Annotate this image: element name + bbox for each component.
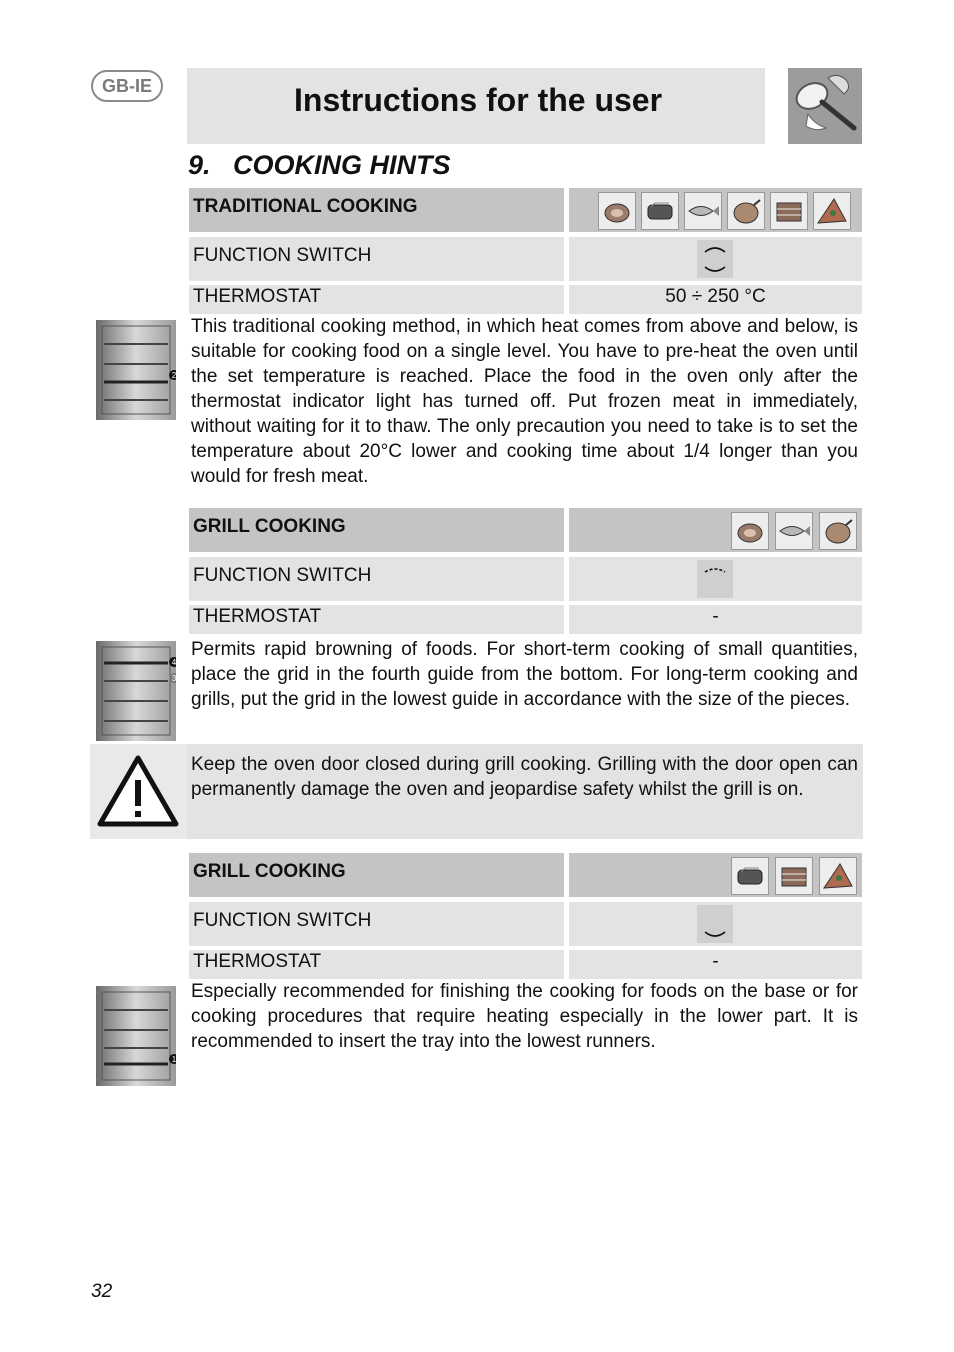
- poultry-icon: [819, 512, 857, 550]
- top-bottom-heat-icon: [697, 240, 733, 278]
- grill-description: Permits rapid browning of foods. For short-term cooking of small quantities, place the grid in the fourth guide from the bottom. For long-term cooking and grills, put the grid in the lowest guide in accordance with the size of the pieces.: [191, 639, 858, 710]
- shelf-number: 1: [171, 1055, 176, 1064]
- thermostat-value: -: [569, 605, 862, 634]
- grill-bottom-description: Especially recommended for finishing the cooking for foods on the base or for cooking procedures that require heating especially in the lower part. It is recommended to insert the tray into the lowest runners.: [191, 981, 858, 1052]
- page-number: 32: [91, 1281, 113, 1302]
- grill-table-title: GRILL COOKING: [189, 853, 564, 897]
- oven-shelf-diagram: [96, 986, 176, 1091]
- function-switch-cell: [569, 237, 862, 281]
- cake-icon: [775, 857, 813, 895]
- title-band: [187, 68, 765, 144]
- thermostat-label: THERMOSTAT: [189, 950, 564, 979]
- oven-shelf-diagram: [96, 641, 176, 746]
- grill-icon: [697, 560, 733, 598]
- pizza-icon: [819, 857, 857, 895]
- page-title: Instructions for the user: [294, 82, 663, 118]
- chef-spoon-logo-icon: [788, 68, 862, 144]
- roast-icon: [598, 192, 636, 230]
- traditional-table-title: TRADITIONAL COOKING: [189, 188, 564, 232]
- shelf-number: 4: [171, 658, 176, 667]
- thermostat-label: THERMOSTAT: [189, 285, 564, 314]
- function-switch-label: FUNCTION SWITCH: [189, 237, 564, 281]
- function-switch-cell: [569, 557, 862, 601]
- fish-icon: [684, 192, 722, 230]
- poultry-icon: [727, 192, 765, 230]
- bread-icon: [641, 192, 679, 230]
- grill-table-title: GRILL COOKING: [189, 508, 564, 552]
- function-switch-cell: [569, 902, 862, 946]
- fish-icon: [775, 512, 813, 550]
- shelf-number: 3: [171, 674, 176, 683]
- traditional-description: This traditional cooking method, in which heat comes from above and below, is suitable for cooking food on a single level. You have to pre-heat the oven until the set temperature is reached. Place the food in the oven only after the thermostat indicator light has turned off. Put frozen meat in immediately, without waiting for it to thaw. The only precaution you need to take is to set the temperature about 20°C lower and cooking time about 1/4 longer than you would for fresh meat.: [191, 316, 858, 487]
- warning-triangle-icon: [90, 744, 187, 839]
- cake-icon: [770, 192, 808, 230]
- pizza-icon: [813, 192, 851, 230]
- thermostat-label: THERMOSTAT: [189, 605, 564, 634]
- bread-icon: [731, 857, 769, 895]
- grill-food-icons: [569, 853, 862, 897]
- section-number: 9.: [188, 150, 211, 180]
- section-title: COOKING HINTS: [233, 150, 451, 180]
- grill-food-icons: [569, 508, 862, 552]
- function-switch-label: FUNCTION SWITCH: [189, 557, 564, 601]
- roast-icon: [731, 512, 769, 550]
- bottom-heat-icon: [697, 905, 733, 943]
- shelf-number: 2: [171, 371, 176, 380]
- warning-text: Keep the oven door closed during grill cooking. Grilling with the door open can permanently damage the oven and jeopardise safety whilst the grill is on.: [191, 754, 858, 800]
- oven-shelf-diagram: [96, 320, 176, 425]
- traditional-food-icons: [569, 188, 862, 232]
- section-heading: [188, 150, 451, 181]
- language-badge: GB-IE: [91, 70, 163, 102]
- function-switch-label: FUNCTION SWITCH: [189, 902, 564, 946]
- thermostat-value: -: [569, 950, 862, 979]
- thermostat-value: 50 ÷ 250 °C: [569, 285, 862, 314]
